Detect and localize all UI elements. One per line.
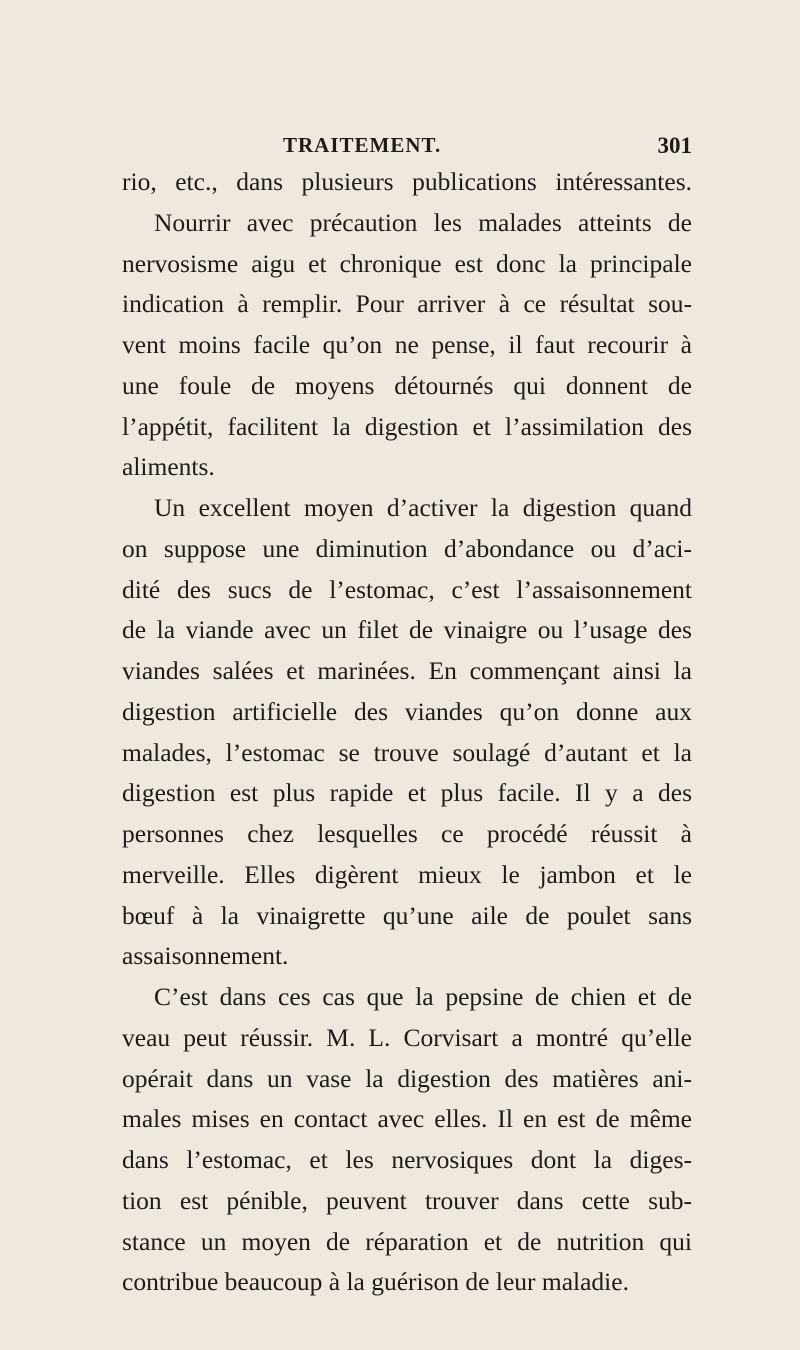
text-line: rio, etc., dans plusieurs publications intéressantes. bbox=[122, 167, 692, 196]
text-line: stance un moyen de réparation et de nutrition qui bbox=[122, 1226, 692, 1256]
text-line: nervosisme aigu et chronique est donc la principale bbox=[122, 248, 692, 278]
text-line: vent moins facile qu’on ne pense, il faut recourir à bbox=[122, 330, 692, 359]
text-line: indication à remplir. Pour arriver à ce résultat sou- bbox=[122, 289, 692, 319]
running-head bbox=[122, 133, 692, 163]
paragraph-end-line: aliments. bbox=[122, 452, 215, 482]
body-text bbox=[122, 162, 692, 1303]
text-line: de la viande avec un filet de vinaigre ou l’usage des bbox=[122, 615, 692, 645]
text-line: veau peut réussir. M. L. Corvisart a montré qu’elle bbox=[122, 1022, 692, 1052]
text-line: une foule de moyens détournés qui donnent de bbox=[122, 370, 692, 400]
text-line: merveille. Elles digèrent mieux le jambon et le bbox=[122, 859, 692, 889]
text-line: tion est pénible, peuvent trouver dans cette sub- bbox=[122, 1185, 692, 1215]
text-line: on suppose une diminution d’abondance ou d’aci- bbox=[122, 533, 692, 563]
paragraph-end-line: assaisonnement. bbox=[122, 941, 289, 971]
text-line: digestion artificielle des viandes qu’on donne aux bbox=[122, 696, 692, 726]
text-line: dans l’estomac, et les nervosiques dont la diges- bbox=[122, 1145, 692, 1174]
paragraph-start-line: Nourrir avec précaution les malades atteints de bbox=[154, 207, 692, 237]
paragraph-start-line: C’est dans ces cas que la pepsine de chien et de bbox=[154, 982, 692, 1011]
text-line: dité des sucs de l’estomac, c’est l’assaisonnement bbox=[122, 574, 692, 604]
page-number: 301 bbox=[657, 133, 692, 158]
text-line: males mises en contact avec elles. Il en est de même bbox=[122, 1104, 692, 1134]
paragraph-end-line: contribue beaucoup à la guérison de leur maladie. bbox=[122, 1267, 629, 1297]
text-line: digestion est plus rapide et plus facile. Il y a des bbox=[122, 778, 692, 808]
text-line: opérait dans un vase la digestion des matières ani- bbox=[122, 1063, 692, 1093]
paragraph-start-line: Un excellent moyen d’activer la digestion quand bbox=[154, 493, 692, 522]
text-line: viandes salées et marinées. En commençant ainsi la bbox=[122, 656, 692, 685]
running-title: TRAITEMENT. bbox=[283, 133, 442, 157]
text-line: bœuf à la vinaigrette qu’une aile de poulet sans bbox=[122, 900, 692, 930]
text-line: personnes chez lesquelles ce procédé réussit à bbox=[122, 819, 692, 848]
text-line: malades, l’estomac se trouve soulagé d’autant et la bbox=[122, 737, 692, 767]
text-line: l’appétit, facilitent la digestion et l’assimilation des bbox=[122, 411, 692, 441]
